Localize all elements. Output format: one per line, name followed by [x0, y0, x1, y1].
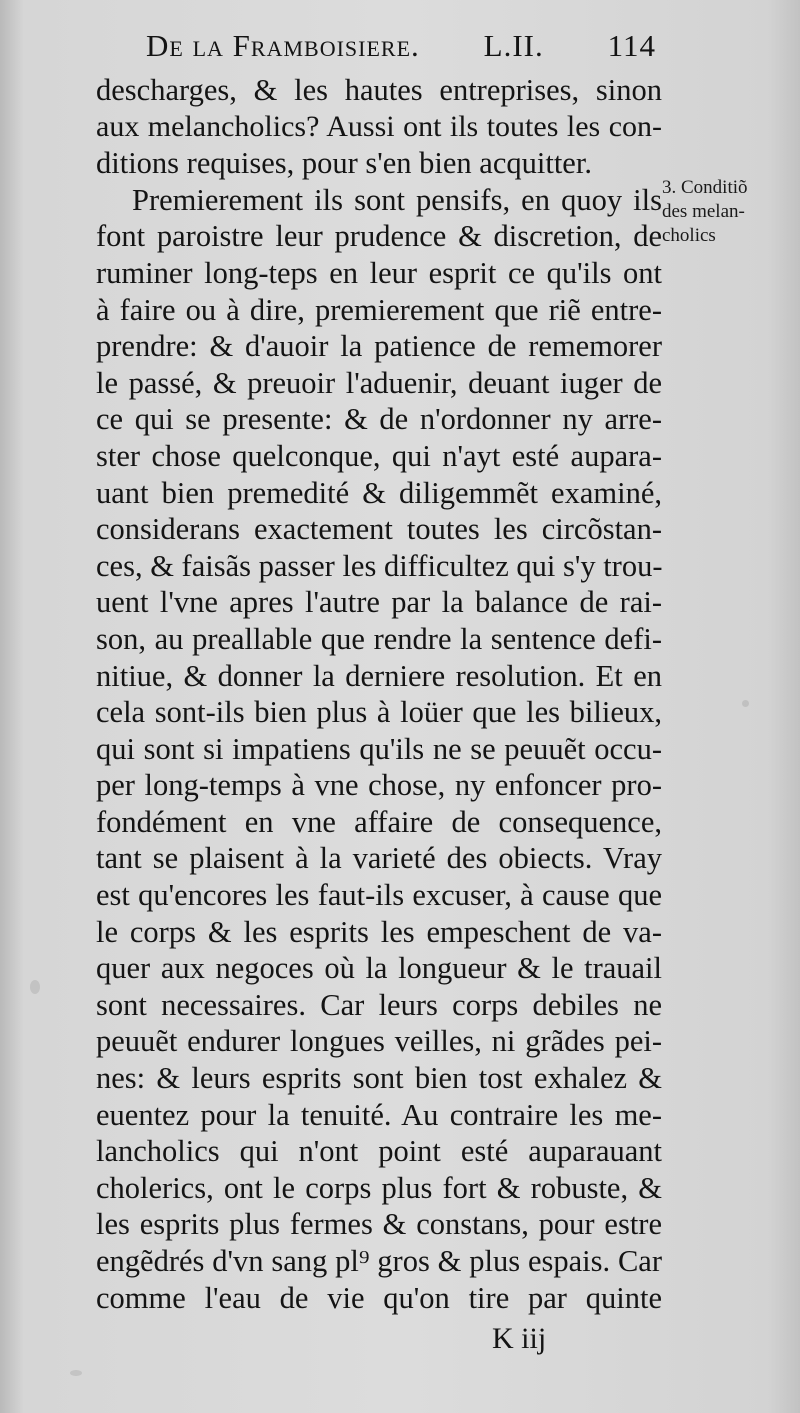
margin-note-line: cholics	[662, 225, 716, 246]
main-text-block	[96, 72, 662, 1316]
text-line: nes: & leurs esprits sont bien tost exhalez &	[96, 1061, 662, 1096]
text-line: euentez pour la tenuité. Au contraire les me-	[96, 1097, 662, 1132]
text-line: cholerics, ont le corps plus fort & robuste, &	[96, 1170, 662, 1205]
text-line: considerans exactement toutes les circõstan-	[96, 512, 662, 547]
text-line: le passé, & preuoir l'aduenir, deuant iuger de	[96, 365, 662, 400]
running-head	[146, 28, 656, 72]
margin-note	[662, 176, 798, 248]
text-line: ce qui se presente: & de n'ordonner ny arre-	[96, 402, 662, 437]
book-number: L.II.	[483, 28, 544, 63]
text-line: prendre: & d'auoir la patience de rememorer	[96, 329, 662, 364]
margin-note-line: 3. Conditiõ	[662, 177, 748, 198]
text-line: engẽdrés d'vn sang pl⁹ gros & plus espais. Car	[96, 1244, 662, 1278]
text-line: aux melancholics? Aussi ont ils toutes les con-	[96, 109, 662, 143]
text-line: quer aux negoces où la longueur & le trauail	[96, 951, 662, 986]
paper-blemish	[30, 980, 40, 994]
text-line: nitiue, & donner la derniere resolution. Et en	[96, 658, 662, 693]
text-line: comme l'eau de vie qu'on tire par quinte	[96, 1280, 662, 1315]
text-line: les esprits plus fermes & constans, pour estre	[96, 1207, 662, 1242]
text-line: à faire ou à dire, premierement que riẽ entre-	[96, 292, 662, 327]
text-line: ditions requises, pour s'en bien acquitter.	[96, 146, 592, 181]
running-head-title: De la Framboisiere.	[146, 28, 420, 63]
text-line: sont necessaires. Car leurs corps debiles ne	[96, 987, 662, 1022]
text-line: ster chose quelconque, qui n'ayt esté aupara-	[96, 438, 662, 473]
text-line: font paroistre leur prudence & discretion, de	[96, 219, 662, 254]
page-number: 114	[607, 28, 656, 63]
text-line: qui sont si impatiens qu'ils ne se peuuẽt occu-	[96, 731, 662, 766]
margin-note-line: des melan-	[662, 201, 745, 222]
paper-blemish	[742, 700, 749, 707]
signature-mark: K iij	[492, 1322, 547, 1355]
text-line: tant se plaisent à la varieté des obiects. Vray	[96, 841, 662, 876]
text-line: fondément en vne affaire de consequence,	[96, 804, 662, 839]
text-line: per long-temps à vne chose, ny enfoncer pro-	[96, 768, 662, 803]
text-line: uant bien premedité & diligemmẽt examiné,	[96, 475, 662, 510]
text-line: Premierement ils sont pensifs, en quoy ils	[132, 182, 662, 217]
text-line: ruminer long-teps en leur esprit ce qu'ils ont	[96, 255, 662, 290]
text-line: est qu'encores les faut-ils excuser, à cause que	[96, 878, 662, 913]
text-line: peuuẽt endurer longues veilles, ni grãdes pei-	[96, 1024, 662, 1059]
text-line: cela sont-ils bien plus à loüer que les bilieux,	[96, 695, 662, 730]
text-line: descharges, & les hautes entreprises, sinon	[96, 73, 662, 107]
text-line: uent l'vne apres l'autre par la balance de rai-	[96, 585, 662, 620]
text-line: ces, & faisãs passer les difficultez qui s'y trou-	[96, 548, 662, 583]
text-line: son, au preallable que rendre la sentence defi-	[96, 621, 662, 656]
text-line: lancholics qui n'ont point esté auparauant	[96, 1134, 662, 1169]
text-line: le corps & les esprits les empeschent de va-	[96, 914, 662, 949]
paper-blemish	[70, 1370, 82, 1376]
